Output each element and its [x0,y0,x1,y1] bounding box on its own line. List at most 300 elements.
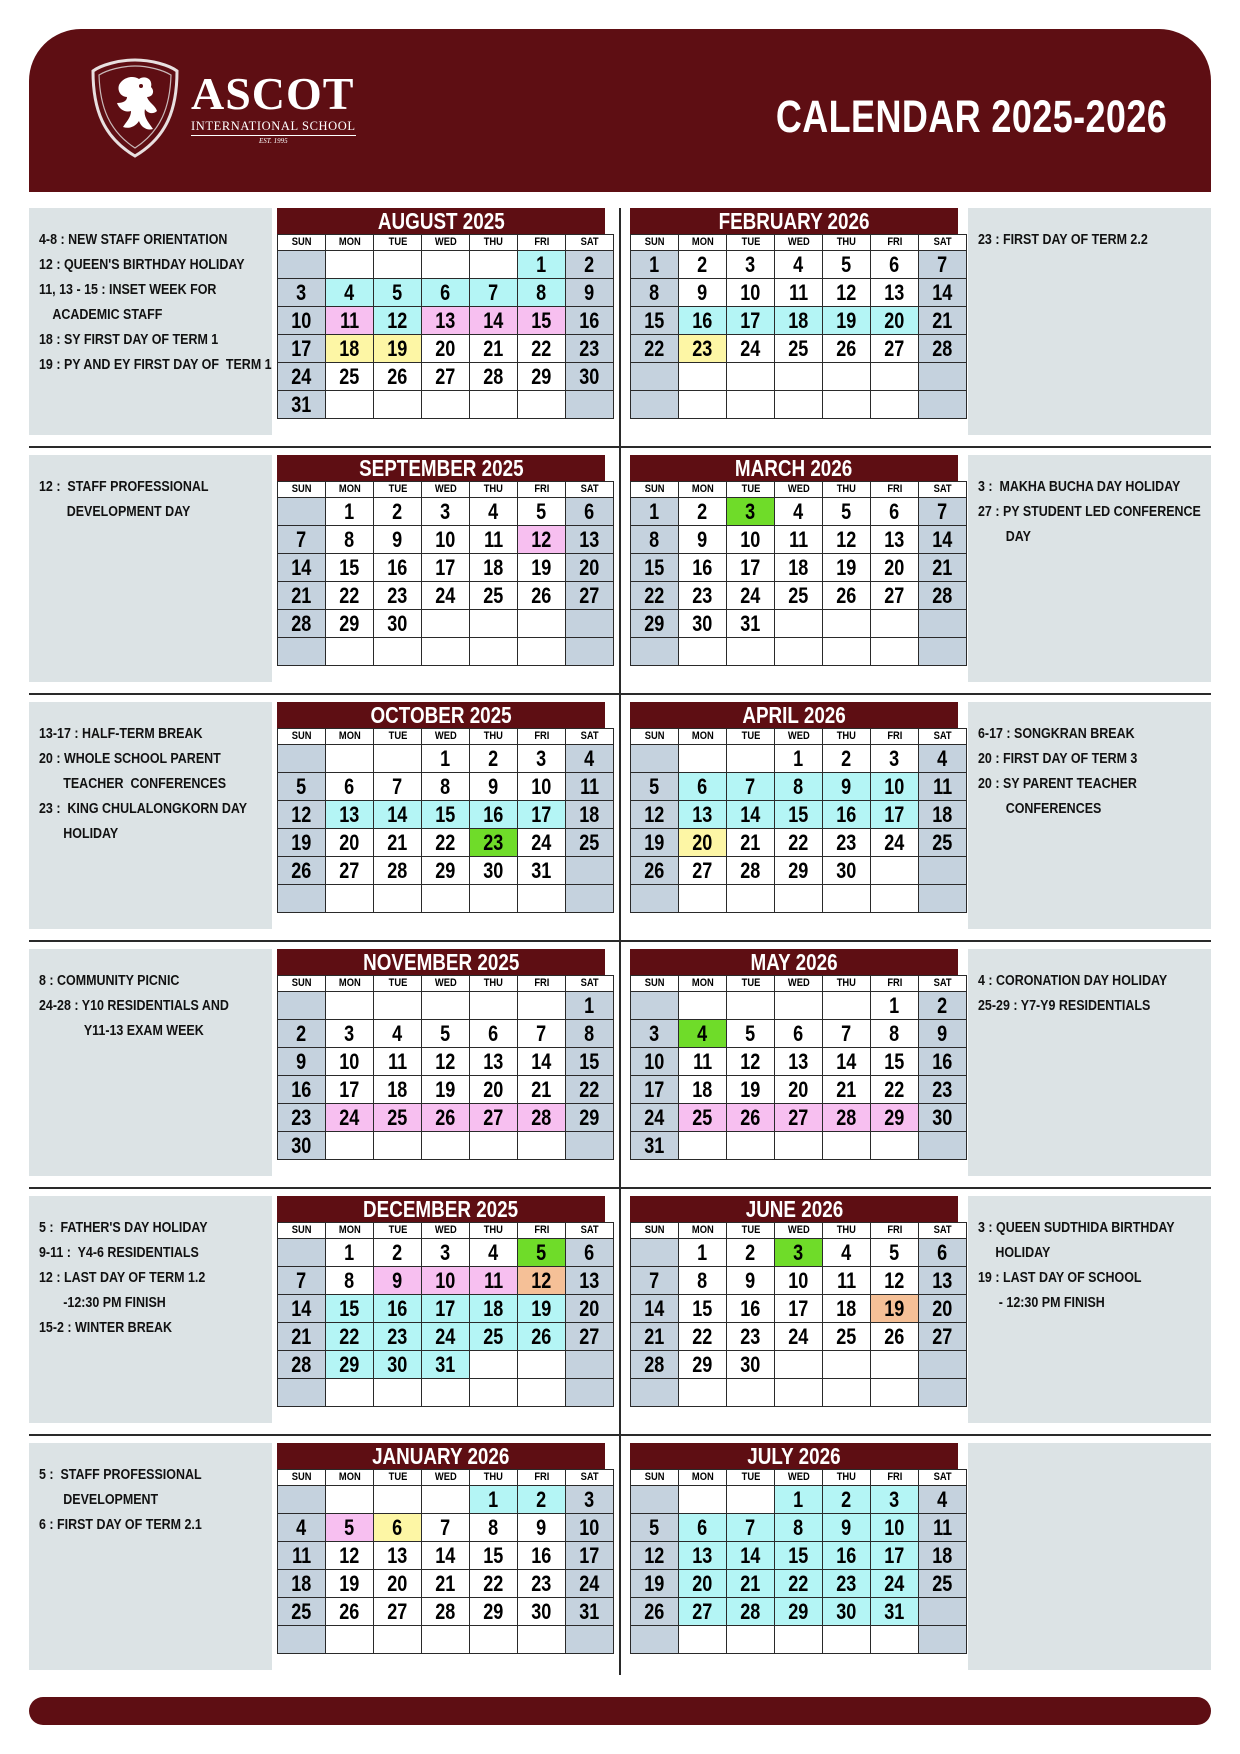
note-line: - 12:30 PM FINISH [978,1295,1105,1311]
day-cell: 17 [518,801,566,829]
day-cell: 13 [374,1542,422,1570]
empty-cell [278,885,326,913]
day-cell: 11 [470,1267,518,1295]
day-cell: 27 [326,857,374,885]
day-cell: 27 [422,363,470,391]
empty-cell [422,391,470,419]
weekday-header: SAT [566,1470,614,1486]
weekday-header: SUN [631,729,679,745]
note-line: Y11-13 EXAM WEEK [39,1023,204,1039]
month-title [630,949,958,975]
day-cell: 30 [823,1598,871,1626]
day-cell: 27 [374,1598,422,1626]
day-cell: 15 [518,307,566,335]
weekday-header: TUE [374,1223,422,1239]
day-cell: 25 [775,335,823,363]
note-line: 12 : LAST DAY OF TERM 1.2 [39,1270,206,1286]
empty-cell [278,745,326,773]
empty-cell [919,857,967,885]
weekday-header: TUE [374,976,422,992]
day-cell: 15 [775,1542,823,1570]
day-cell: 21 [631,1323,679,1351]
empty-cell [631,1486,679,1514]
empty-cell [518,391,566,419]
note-line: DEVELOPMENT DAY [39,504,191,520]
empty-cell [326,1132,374,1160]
empty-cell [470,638,518,666]
day-cell: 19 [871,1295,919,1323]
month-august-2025 [277,208,605,419]
day-cell: 10 [326,1048,374,1076]
note-line: 25-29 : Y7-Y9 RESIDENTIALS [978,998,1151,1014]
day-cell: 30 [470,857,518,885]
day-cell: 8 [326,1267,374,1295]
empty-cell [374,391,422,419]
empty-cell [727,885,775,913]
weekday-header: THU [823,482,871,498]
empty-cell [823,1626,871,1654]
day-cell: 4 [470,498,518,526]
day-cell: 1 [422,745,470,773]
day-cell: 11 [919,773,967,801]
day-cell: 7 [823,1020,871,1048]
note-line: 4 : CORONATION DAY HOLIDAY [978,973,1168,989]
day-cell: 22 [775,1570,823,1598]
day-cell: 30 [727,1351,775,1379]
day-cell: 11 [326,307,374,335]
day-cell: 18 [278,1570,326,1598]
day-cell: 29 [679,1351,727,1379]
day-cell: 5 [727,1020,775,1048]
day-cell: 23 [679,335,727,363]
weekday-header: MON [679,1470,727,1486]
empty-cell [374,1626,422,1654]
day-cell: 21 [919,554,967,582]
weekday-header: FRI [871,729,919,745]
day-cell: 23 [470,829,518,857]
empty-cell [823,1132,871,1160]
notes-november-2025 [29,949,272,1176]
day-cell: 2 [374,498,422,526]
day-cell: 27 [919,1323,967,1351]
month-grid [277,1469,614,1654]
day-cell: 31 [422,1351,470,1379]
empty-cell [278,1379,326,1407]
day-cell: 25 [566,829,614,857]
day-cell: 17 [727,554,775,582]
month-title [630,455,958,481]
day-cell: 10 [422,1267,470,1295]
empty-cell [518,1379,566,1407]
day-cell: 28 [278,1351,326,1379]
empty-cell [278,251,326,279]
note-line: 20 : WHOLE SCHOOL PARENT [39,751,221,767]
empty-cell [422,1379,470,1407]
weekday-header: TUE [374,729,422,745]
notes-may-2026 [968,949,1211,1176]
note-line: HOLIDAY [39,826,119,842]
row-divider [29,940,1211,942]
day-cell: 4 [775,498,823,526]
day-cell: 17 [278,335,326,363]
note-line: 15-2 : WINTER BREAK [39,1320,173,1336]
empty-cell [518,1626,566,1654]
weekday-header: SUN [631,976,679,992]
weekday-header: SAT [919,729,967,745]
day-cell: 14 [727,1542,775,1570]
day-cell: 21 [422,1570,470,1598]
day-cell: 5 [823,498,871,526]
day-cell: 29 [518,363,566,391]
day-cell: 25 [374,1104,422,1132]
weekday-header: WED [422,482,470,498]
weekday-header: SUN [278,482,326,498]
empty-cell [775,638,823,666]
day-cell: 12 [422,1048,470,1076]
weekday-header: WED [422,1223,470,1239]
weekday-header: MON [679,482,727,498]
notes-july-2026 [968,1443,1211,1670]
day-cell: 29 [775,1598,823,1626]
weekday-header: SAT [919,976,967,992]
day-cell: 25 [470,582,518,610]
empty-cell [470,1379,518,1407]
day-cell: 11 [775,526,823,554]
day-cell: 14 [278,1295,326,1323]
day-cell: 30 [919,1104,967,1132]
day-cell: 28 [518,1104,566,1132]
day-cell: 12 [727,1048,775,1076]
day-cell: 9 [374,1267,422,1295]
empty-cell [823,992,871,1020]
day-cell: 29 [871,1104,919,1132]
day-cell: 11 [679,1048,727,1076]
weekday-header: SUN [278,235,326,251]
empty-cell [278,638,326,666]
weekday-header: SAT [919,482,967,498]
day-cell: 25 [679,1104,727,1132]
day-cell: 1 [631,498,679,526]
weekday-header: MON [326,1223,374,1239]
month-title-text: MARCH 2026 [735,455,853,481]
day-cell: 6 [871,251,919,279]
day-cell: 26 [631,1598,679,1626]
empty-cell [823,391,871,419]
footer-bar [29,1697,1211,1725]
note-line: 3 : QUEEN SUDTHIDA BIRTHDAY [978,1220,1175,1236]
empty-cell [871,610,919,638]
day-cell: 22 [326,1323,374,1351]
weekday-header: SAT [566,482,614,498]
weekday-header: SUN [278,976,326,992]
empty-cell [919,610,967,638]
empty-cell [919,885,967,913]
day-cell: 6 [871,498,919,526]
day-cell: 16 [919,1048,967,1076]
day-cell: 22 [775,829,823,857]
day-cell: 10 [566,1514,614,1542]
day-cell: 16 [823,801,871,829]
day-cell: 7 [470,279,518,307]
empty-cell [518,1132,566,1160]
month-title-text: OCTOBER 2025 [370,702,512,728]
day-cell: 25 [919,829,967,857]
day-cell: 5 [326,1514,374,1542]
day-cell: 11 [374,1048,422,1076]
day-cell: 7 [919,498,967,526]
day-cell: 5 [278,773,326,801]
empty-cell [374,745,422,773]
empty-cell [727,391,775,419]
empty-cell [919,1379,967,1407]
day-cell: 11 [278,1542,326,1570]
day-cell: 24 [871,1570,919,1598]
month-title [277,702,605,728]
day-cell: 10 [871,1514,919,1542]
month-title-text: SEPTEMBER 2025 [358,455,524,481]
empty-cell [679,885,727,913]
day-cell: 6 [566,498,614,526]
day-cell: 26 [823,582,871,610]
day-cell: 10 [278,307,326,335]
empty-cell [919,638,967,666]
day-cell: 29 [775,857,823,885]
empty-cell [566,885,614,913]
day-cell: 23 [374,1323,422,1351]
day-cell: 12 [631,801,679,829]
note-line: 12 : QUEEN'S BIRTHDAY HOLIDAY [39,257,245,273]
day-cell: 9 [679,279,727,307]
day-cell: 27 [871,335,919,363]
day-cell: 17 [871,1542,919,1570]
day-cell: 7 [727,1514,775,1542]
empty-cell [518,1351,566,1379]
empty-cell [823,1379,871,1407]
day-cell: 31 [518,857,566,885]
day-cell: 2 [679,251,727,279]
day-cell: 24 [422,582,470,610]
month-december-2025 [277,1196,605,1407]
empty-cell [470,1351,518,1379]
day-cell: 10 [727,279,775,307]
day-cell: 28 [470,363,518,391]
weekday-header: TUE [727,482,775,498]
day-cell: 31 [871,1598,919,1626]
month-title-text: JANUARY 2026 [372,1443,510,1469]
weekday-header: WED [775,729,823,745]
weekday-header: TUE [727,976,775,992]
empty-cell [631,1379,679,1407]
weekday-header: THU [470,482,518,498]
empty-cell [919,1351,967,1379]
day-cell: 28 [374,857,422,885]
row-divider [29,1434,1211,1436]
notes-january-2026 [29,1443,272,1670]
month-grid [277,728,614,913]
day-cell: 18 [679,1076,727,1104]
day-cell: 21 [823,1076,871,1104]
day-cell: 8 [871,1020,919,1048]
weekday-header: THU [470,1470,518,1486]
month-title [630,1196,958,1222]
day-cell: 24 [871,829,919,857]
day-cell: 21 [727,1570,775,1598]
empty-cell [631,745,679,773]
empty-cell [566,391,614,419]
empty-cell [566,1379,614,1407]
day-cell: 31 [727,610,775,638]
weekday-header: MON [326,976,374,992]
day-cell: 7 [374,773,422,801]
empty-cell [374,885,422,913]
weekday-header: TUE [727,729,775,745]
day-cell: 13 [422,307,470,335]
weekday-header: MON [326,482,374,498]
day-cell: 13 [871,279,919,307]
day-cell: 23 [919,1076,967,1104]
day-cell: 14 [727,801,775,829]
day-cell: 20 [326,829,374,857]
day-cell: 15 [679,1295,727,1323]
month-title-text: APRIL 2026 [742,702,846,728]
note-line: 20 : SY PARENT TEACHER [978,776,1137,792]
day-cell: 31 [631,1132,679,1160]
day-cell: 28 [919,335,967,363]
note-line: 4-8 : NEW STAFF ORIENTATION [39,232,228,248]
empty-cell [422,1626,470,1654]
weekday-header: WED [775,1223,823,1239]
weekday-header: SAT [919,235,967,251]
row-divider [29,1187,1211,1189]
day-cell: 20 [775,1076,823,1104]
weekday-header: FRI [871,976,919,992]
day-cell: 17 [631,1076,679,1104]
day-cell: 16 [727,1295,775,1323]
day-cell: 2 [727,1239,775,1267]
empty-cell [679,638,727,666]
day-cell: 3 [518,745,566,773]
weekday-header: WED [775,482,823,498]
day-cell: 1 [566,992,614,1020]
month-title [277,208,605,234]
day-cell: 19 [374,335,422,363]
weekday-header: THU [470,1223,518,1239]
empty-cell [727,1486,775,1514]
day-cell: 3 [727,251,775,279]
weekday-header: THU [823,235,871,251]
empty-cell [422,992,470,1020]
day-cell: 25 [278,1598,326,1626]
day-cell: 5 [518,1239,566,1267]
empty-cell [727,1626,775,1654]
day-cell: 27 [775,1104,823,1132]
month-title-text: JUNE 2026 [745,1196,843,1222]
day-cell: 5 [823,251,871,279]
day-cell: 9 [566,279,614,307]
note-line: 3 : MAKHA BUCHA DAY HOLIDAY [978,479,1181,495]
empty-cell [775,610,823,638]
day-cell: 14 [470,307,518,335]
note-line: DAY [978,529,1031,545]
weekday-header: TUE [374,235,422,251]
day-cell: 28 [919,582,967,610]
month-grid [630,1222,967,1407]
day-cell: 16 [566,307,614,335]
day-cell: 8 [326,526,374,554]
day-cell: 26 [518,582,566,610]
month-title [630,208,958,234]
day-cell: 21 [518,1076,566,1104]
day-cell: 14 [919,279,967,307]
day-cell: 9 [679,526,727,554]
empty-cell [326,992,374,1020]
day-cell: 18 [823,1295,871,1323]
day-cell: 16 [679,554,727,582]
weekday-header: THU [470,976,518,992]
day-cell: 29 [326,1351,374,1379]
day-cell: 9 [823,773,871,801]
empty-cell [470,1132,518,1160]
day-cell: 30 [374,610,422,638]
day-cell: 12 [631,1542,679,1570]
day-cell: 22 [871,1076,919,1104]
day-cell: 6 [422,279,470,307]
empty-cell [566,1351,614,1379]
empty-cell [727,992,775,1020]
month-july-2026 [630,1443,958,1654]
empty-cell [679,745,727,773]
day-cell: 18 [775,554,823,582]
notes-october-2025 [29,702,272,929]
day-cell: 21 [919,307,967,335]
empty-cell [679,391,727,419]
month-grid [277,481,614,666]
day-cell: 22 [422,829,470,857]
day-cell: 18 [566,801,614,829]
month-title [630,702,958,728]
empty-cell [422,1132,470,1160]
empty-cell [326,1486,374,1514]
day-cell: 9 [278,1048,326,1076]
weekday-header: SAT [566,1223,614,1239]
day-cell: 12 [374,307,422,335]
day-cell: 18 [326,335,374,363]
page-title: CALENDAR 2025-2026 [775,91,1167,142]
day-cell: 12 [518,1267,566,1295]
weekday-header: TUE [727,1223,775,1239]
day-cell: 27 [679,857,727,885]
day-cell: 2 [470,745,518,773]
day-cell: 23 [566,335,614,363]
day-cell: 15 [566,1048,614,1076]
day-cell: 8 [518,279,566,307]
day-cell: 2 [679,498,727,526]
empty-cell [871,638,919,666]
day-cell: 18 [919,1542,967,1570]
day-cell: 20 [679,1570,727,1598]
day-cell: 13 [566,526,614,554]
day-cell: 7 [278,1267,326,1295]
note-line: 23 : FIRST DAY OF TERM 2.2 [978,232,1148,248]
day-cell: 15 [326,1295,374,1323]
note-line: 20 : FIRST DAY OF TERM 3 [978,751,1138,767]
day-cell: 8 [422,773,470,801]
day-cell: 14 [631,1295,679,1323]
day-cell: 25 [470,1323,518,1351]
empty-cell [727,745,775,773]
day-cell: 13 [566,1267,614,1295]
day-cell: 1 [871,992,919,1020]
